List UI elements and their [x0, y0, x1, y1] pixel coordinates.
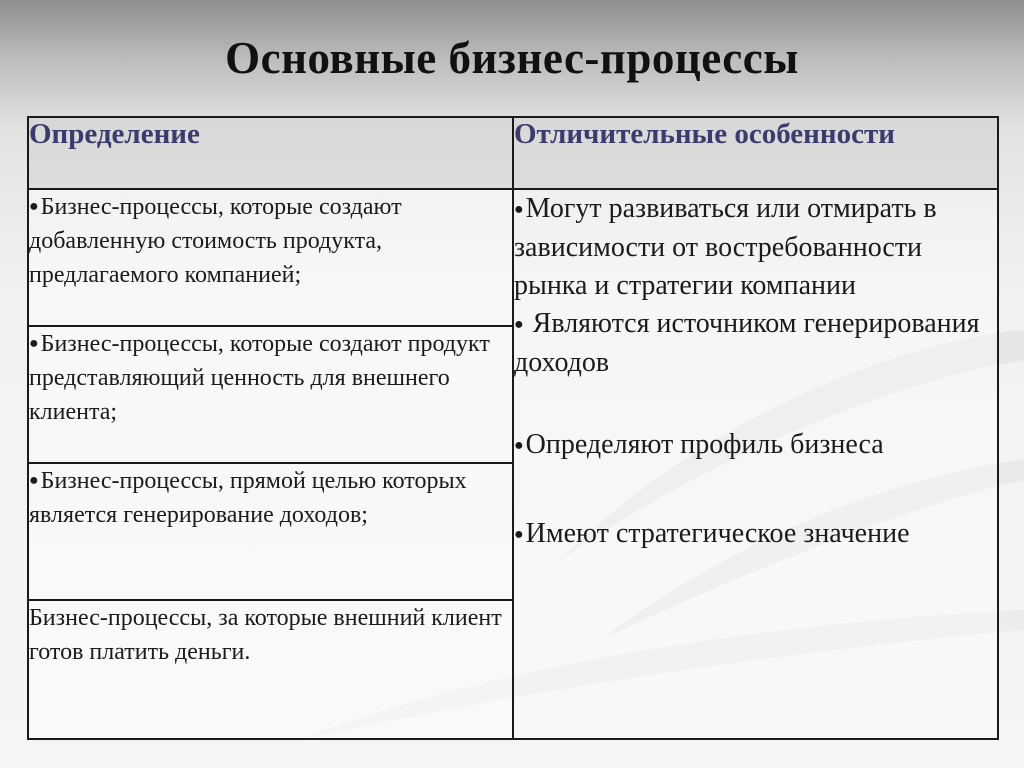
definition-cell-3 — [28, 463, 513, 600]
bullet-icon: ● — [514, 526, 524, 543]
definition-text: Бизнес-процессы, которые создают продукт представляющий ценность для внешнего клиента; — [29, 331, 490, 425]
bullet-icon: ● — [29, 335, 39, 352]
table-row — [28, 189, 998, 326]
feature-item: ●Могут развиваться или отмирать в зависимости от востребованности рынка и стратегии компании — [514, 193, 937, 301]
features-cell — [513, 189, 998, 739]
bullet-icon: ● — [29, 472, 39, 489]
header-features: Отличительные особенности — [513, 117, 998, 189]
bullet-icon: ● — [514, 201, 524, 218]
bullet-icon: ● — [29, 198, 39, 215]
process-table — [27, 116, 999, 740]
definition-cell-4 — [28, 600, 513, 739]
definition-cell-1 — [28, 189, 513, 326]
bullet-icon: ● — [514, 437, 524, 454]
table-header-row — [28, 117, 998, 189]
slide-title: Основные бизнес-процессы — [225, 33, 799, 83]
bullet-icon: ● — [514, 316, 524, 333]
definition-text: Бизнес-процессы, которые создают добавленную стоимость продукта, предлагаемого компанией; — [29, 194, 402, 288]
feature-item: ●Имеют стратегическое значение — [514, 518, 910, 549]
header-definition: Определение — [28, 117, 513, 189]
definition-text: Бизнес-процессы, за которые внешний клиент готов платить деньги. — [29, 605, 502, 665]
feature-item: ●Определяют профиль бизнеса — [514, 429, 884, 460]
feature-item: ● Являются источником генерирования доходов — [514, 308, 980, 378]
definition-text: Бизнес-процессы, прямой целью которых является генерирование доходов; — [29, 468, 467, 528]
definition-cell-2 — [28, 326, 513, 463]
